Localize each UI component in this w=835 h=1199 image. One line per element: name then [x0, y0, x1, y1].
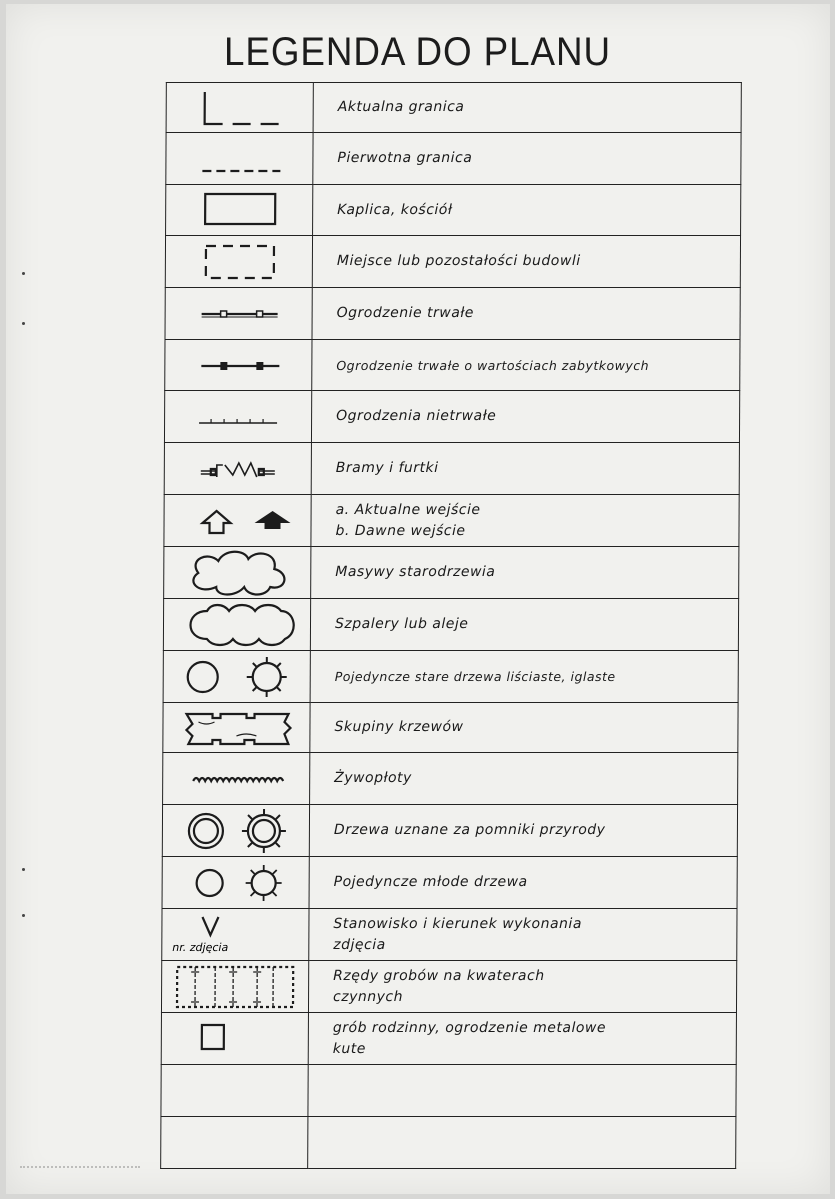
photo-number-label: nr. zdjęcia [172, 941, 229, 954]
legend-description-cell [312, 288, 740, 340]
legend-description-line: grób rodzinny, ogrodzenie metalowe [332, 1019, 607, 1036]
legend-symbol-cell [163, 753, 310, 805]
legend-description-cell [310, 651, 738, 703]
legend-description-cell [311, 443, 739, 495]
chapel-church-icon [166, 188, 312, 232]
legend-row [163, 651, 738, 703]
legend-description-cell [311, 547, 739, 599]
legend-symbol-cell [163, 703, 310, 753]
legend-symbol-cell [164, 443, 311, 495]
margin-dot [22, 914, 25, 917]
shrub-group-icon [163, 706, 309, 750]
legend-symbol-cell [164, 391, 311, 443]
legend-description-line: Pierwotna granica [337, 150, 473, 166]
legend-description-cell [310, 753, 738, 805]
legend-symbol-cell [162, 805, 309, 857]
legend-description-cell [313, 83, 741, 133]
legend-symbol-cell [162, 909, 309, 961]
legend-description-line: Miejsce lub pozostałości budowli [336, 253, 581, 269]
tree-cluster-icon [164, 549, 310, 597]
temporary-fence-icon [165, 395, 311, 439]
legend-description-line: Szpalery lub aleje [334, 616, 469, 632]
legend-row [161, 1013, 736, 1065]
hedge-icon [163, 759, 309, 799]
legend-symbol-cell [164, 547, 311, 599]
legend-symbol-cell [163, 599, 310, 651]
legend-description-cell [310, 703, 738, 753]
legend-symbol-cell [163, 651, 310, 703]
legend-description-cell [313, 185, 741, 236]
monument-trees-icon [163, 807, 309, 855]
legend-row [164, 391, 739, 443]
legend-description-line: czynnych [333, 988, 404, 1005]
single-trees-icon [164, 654, 310, 700]
legend-row [163, 703, 738, 753]
legend-table [160, 82, 742, 1169]
legend-description-line: zdjęcia [333, 936, 386, 953]
legend-row [164, 443, 739, 495]
legend-description-line: Ogrodzenie trwałe o wartościach zabytkowych [336, 357, 650, 373]
legend-description-line: Ogrodzenia nietrwałe [336, 408, 497, 424]
legend-description-line: kute [332, 1040, 366, 1057]
legend-row [166, 83, 741, 133]
legend-description-cell [310, 599, 738, 651]
legend-symbol-cell [161, 1065, 308, 1117]
legend-description-line: Pojedyncze stare drzewa liściaste, iglaste [334, 669, 616, 684]
legend-symbol-cell [161, 961, 308, 1013]
legend-row [162, 805, 737, 857]
legend-description-line: Drzewa uznane za pomniki przyrody [333, 822, 606, 838]
legend-row [162, 857, 737, 909]
margin-dot [22, 322, 25, 325]
legend-description-line: Skupiny krzewów [334, 719, 464, 735]
scan-smudge [20, 1166, 140, 1172]
legend-symbol-cell [162, 857, 309, 909]
page-title: LEGENDA DO PLANU [224, 30, 611, 74]
young-trees-icon [163, 861, 309, 905]
legend-description-cell [308, 961, 736, 1013]
legend-row [164, 495, 739, 547]
legend-symbol-cell [165, 236, 312, 288]
legend-description-line: Ogrodzenie trwałe [336, 305, 474, 321]
legend-row [166, 185, 741, 236]
tree-row-icon [164, 603, 310, 647]
current-boundary-icon [167, 86, 313, 130]
legend-symbol-cell [165, 288, 312, 340]
building-remains-icon [166, 240, 312, 284]
legend-symbol-cell [165, 340, 312, 391]
historic-fence-icon [165, 343, 311, 387]
legend-row [164, 547, 739, 599]
legend-description-cell [308, 1013, 736, 1065]
legend-description-line: Pojedyncze młode drzewa [333, 874, 528, 890]
legend-description-line: Żywopłoty [334, 770, 412, 786]
legend-description-line: a. Aktualne wejście [335, 501, 481, 518]
legend-description-cell [309, 805, 737, 857]
photo-viewpoint-icon [162, 915, 308, 943]
legend-row [166, 133, 741, 185]
legend-row [165, 288, 740, 340]
legend-row [161, 1117, 736, 1169]
margin-dot [22, 868, 25, 871]
family-grave-icon [162, 1017, 308, 1061]
legend-row [162, 909, 737, 961]
legend-description-cell [309, 857, 737, 909]
margin-dot [22, 272, 25, 275]
original-boundary-icon [166, 137, 312, 181]
legend-description-line: Kaplica, kościół [337, 201, 453, 218]
permanent-fence-icon [166, 292, 312, 336]
legend-description-line: b. Dawne wejście [335, 522, 466, 539]
legend-symbol-cell [166, 133, 313, 185]
legend-description-cell [312, 340, 740, 391]
legend-row [161, 961, 736, 1013]
legend-description-cell [308, 1065, 736, 1117]
entrance-arrows-icon [164, 499, 310, 543]
legend-symbol-cell [164, 495, 311, 547]
gate-icon [165, 447, 311, 491]
legend-row [165, 236, 740, 288]
legend-symbol-cell [166, 83, 313, 133]
legend-description-line: Stanowisko i kierunek wykonania [333, 915, 582, 932]
grave-rows-icon [162, 964, 308, 1010]
legend-description-line: Rzędy grobów na kwaterach [333, 967, 545, 984]
legend-row [163, 753, 738, 805]
legend-description-cell [311, 391, 739, 443]
legend-description-cell [312, 236, 740, 288]
legend-row [165, 340, 740, 391]
legend-description-cell [311, 495, 739, 547]
legend-description-line: Masywy starodrzewia [335, 564, 496, 580]
legend-description-cell [308, 1117, 736, 1169]
legend-symbol-cell [166, 185, 313, 236]
legend-symbol-cell [161, 1117, 308, 1169]
legend-description-line: Aktualna granica [337, 99, 465, 115]
legend-row [163, 599, 738, 651]
legend-symbol-cell [161, 1013, 308, 1065]
legend-row [161, 1065, 736, 1117]
legend-description-cell [309, 909, 737, 961]
legend-description-cell [313, 133, 741, 185]
legend-description-line: Bramy i furtki [335, 460, 439, 476]
